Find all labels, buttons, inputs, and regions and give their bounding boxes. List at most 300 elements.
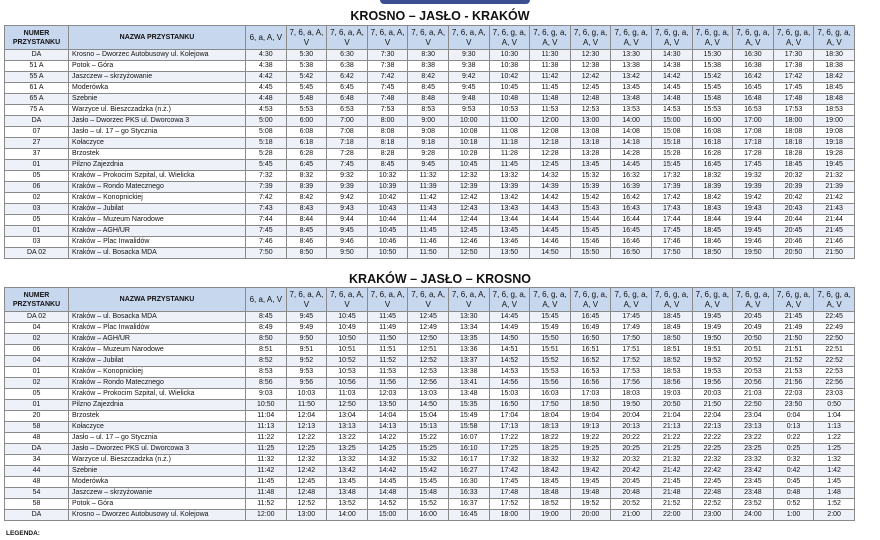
- departure-time: 8:49: [246, 323, 287, 334]
- timetable-krakow-krosno: [4, 287, 855, 521]
- departure-time: 18:28: [773, 149, 814, 160]
- departure-time: 18:52: [530, 499, 571, 510]
- table-row: [5, 105, 855, 116]
- stop-name: Kraków – Prokocim Szpital, ul. Wielicka: [69, 171, 246, 182]
- table-row: [5, 345, 855, 356]
- departure-time: 15:45: [570, 226, 611, 237]
- departure-time: 15:45: [530, 312, 571, 323]
- departure-time: 21:44: [814, 215, 855, 226]
- departure-time: 15:00: [367, 510, 408, 521]
- departure-time: 21:13: [651, 422, 692, 433]
- departure-time: 8:42: [286, 193, 327, 204]
- departure-time: 19:48: [570, 488, 611, 499]
- departure-time: 11:39: [408, 182, 449, 193]
- departure-time: 10:50: [367, 248, 408, 259]
- table-row: [5, 61, 855, 72]
- stop-number: 27: [5, 138, 69, 149]
- departure-time: 19:45: [814, 160, 855, 171]
- departure-time: 19:45: [733, 226, 774, 237]
- stop-number: 65 A: [5, 94, 69, 105]
- departure-time: 15:18: [651, 138, 692, 149]
- departure-time: 10:51: [327, 345, 368, 356]
- departure-time: 20:48: [611, 488, 652, 499]
- departure-time: 7:53: [367, 105, 408, 116]
- departure-time: 18:22: [530, 433, 571, 444]
- stop-name: Brzostek: [69, 149, 246, 160]
- departure-time: 13:00: [286, 510, 327, 521]
- departure-time: 14:32: [367, 455, 408, 466]
- stop-name: Potok – Góra: [69, 499, 246, 510]
- departure-time: 4:48: [246, 94, 287, 105]
- departure-time: 9:42: [448, 72, 489, 83]
- departure-time: 17:52: [611, 356, 652, 367]
- departure-time: 7:48: [367, 94, 408, 105]
- departure-time: 19:32: [733, 171, 774, 182]
- departure-time: 8:32: [286, 171, 327, 182]
- departure-time: 15:53: [530, 367, 571, 378]
- departure-time: 9:08: [408, 127, 449, 138]
- departure-time: 7:42: [367, 72, 408, 83]
- stop-number: 55 A: [5, 72, 69, 83]
- departure-time: 15:48: [692, 94, 733, 105]
- table-row: [5, 138, 855, 149]
- departure-time: 22:22: [692, 433, 733, 444]
- departure-time: 10:28: [448, 149, 489, 160]
- departure-time: 13:03: [408, 389, 449, 400]
- departure-time: 19:52: [570, 499, 611, 510]
- departure-time: 10:52: [327, 356, 368, 367]
- departure-time: 14:32: [530, 171, 571, 182]
- stop-name: Krosno – Dworzec Autobusowy ul. Kolejowa: [69, 50, 246, 61]
- departure-time: 15:42: [570, 193, 611, 204]
- departure-time: 10:44: [367, 215, 408, 226]
- stop-number: 04: [5, 323, 69, 334]
- departure-time: 13:28: [570, 149, 611, 160]
- departure-time: 7:42: [246, 193, 287, 204]
- departure-time: 18:50: [692, 248, 733, 259]
- departure-time: 7:18: [327, 138, 368, 149]
- departure-time: 18:32: [692, 171, 733, 182]
- departure-time: 1:48: [814, 488, 855, 499]
- header-departure-code: 7, 6, a, A, V: [448, 288, 489, 312]
- departure-time: 8:39: [286, 182, 327, 193]
- departure-time: 12:45: [530, 160, 571, 171]
- departure-time: 7:08: [327, 127, 368, 138]
- departure-time: 13:13: [327, 422, 368, 433]
- departure-time: 15:45: [408, 477, 449, 488]
- departure-time: 4:42: [246, 72, 287, 83]
- departure-time: 14:51: [489, 345, 530, 356]
- departure-time: 16:45: [692, 160, 733, 171]
- departure-time: 5:42: [286, 72, 327, 83]
- departure-time: 15:03: [489, 389, 530, 400]
- table-row: [5, 215, 855, 226]
- table-row: [5, 226, 855, 237]
- departure-time: 21:32: [651, 455, 692, 466]
- departure-time: 16:37: [448, 499, 489, 510]
- stop-name: Kraków – Plac Inwalidów: [69, 237, 246, 248]
- departure-time: 1:45: [814, 477, 855, 488]
- departure-time: 0:50: [814, 400, 855, 411]
- stop-number: DA: [5, 116, 69, 127]
- departure-time: 16:50: [489, 400, 530, 411]
- stop-name: Kraków – Jubilat: [69, 356, 246, 367]
- departure-time: 20:50: [733, 334, 774, 345]
- departure-time: 13:39: [489, 182, 530, 193]
- table-row: [5, 422, 855, 433]
- header-departure-code: 7, 6, g, a, A, V: [733, 288, 774, 312]
- departure-time: 10:45: [327, 312, 368, 323]
- departure-time: 18:43: [692, 204, 733, 215]
- departure-time: 15:38: [692, 61, 733, 72]
- stop-name: Kraków – Rondo Matecznego: [69, 182, 246, 193]
- departure-time: 20:04: [611, 411, 652, 422]
- departure-time: 12:45: [448, 226, 489, 237]
- departure-time: 6:45: [327, 83, 368, 94]
- departure-time: 9:39: [327, 182, 368, 193]
- stop-name: Krosno – Dworzec Autobusowy ul. Kolejowa: [69, 510, 246, 521]
- departure-time: 16:00: [692, 116, 733, 127]
- departure-time: 15:46: [570, 237, 611, 248]
- departure-time: 9:32: [327, 171, 368, 182]
- table-row: [5, 411, 855, 422]
- header-departure-code: 7, 6, g, a, A, V: [692, 26, 733, 50]
- departure-time: 16:42: [733, 72, 774, 83]
- departure-time: 7:50: [246, 248, 287, 259]
- departure-time: 8:28: [367, 149, 408, 160]
- departure-time: 22:45: [814, 312, 855, 323]
- departure-time: 18:04: [530, 411, 571, 422]
- departure-time: 12:00: [530, 116, 571, 127]
- table-row: [5, 356, 855, 367]
- departure-time: 9:38: [448, 61, 489, 72]
- stop-number: 01: [5, 226, 69, 237]
- stop-number: 61 A: [5, 83, 69, 94]
- departure-time: 5:38: [286, 61, 327, 72]
- departure-time: 10:56: [327, 378, 368, 389]
- departure-time: 12:50: [327, 400, 368, 411]
- departure-time: 6:08: [286, 127, 327, 138]
- departure-time: 13:08: [570, 127, 611, 138]
- departure-time: 14:22: [367, 433, 408, 444]
- departure-time: 12:22: [286, 433, 327, 444]
- departure-time: 16:45: [611, 226, 652, 237]
- departure-time: 18:18: [773, 138, 814, 149]
- departure-time: 16:52: [570, 356, 611, 367]
- departure-time: 21:43: [814, 204, 855, 215]
- departure-time: 16:10: [448, 444, 489, 455]
- departure-time: 7:00: [327, 116, 368, 127]
- departure-time: 22:00: [651, 510, 692, 521]
- table-row: [5, 389, 855, 400]
- departure-time: 15:13: [408, 422, 449, 433]
- departure-time: 14:44: [530, 215, 571, 226]
- departure-time: 13:35: [448, 334, 489, 345]
- departure-time: 11:52: [246, 499, 287, 510]
- departure-time: 22:48: [692, 488, 733, 499]
- departure-time: 17:42: [773, 72, 814, 83]
- departure-time: 21:46: [814, 237, 855, 248]
- departure-time: 11:45: [408, 226, 449, 237]
- departure-time: 21:03: [733, 389, 774, 400]
- departure-time: 13:30: [611, 50, 652, 61]
- departure-time: 21:42: [814, 193, 855, 204]
- departure-time: 19:08: [814, 127, 855, 138]
- header-departure-code: 7, 6, a, A, V: [286, 288, 327, 312]
- departure-time: 6:45: [286, 160, 327, 171]
- departure-time: 13:48: [448, 389, 489, 400]
- departure-time: 11:48: [246, 488, 287, 499]
- table-row: [5, 378, 855, 389]
- departure-time: 15:49: [530, 323, 571, 334]
- departure-time: 13:50: [367, 400, 408, 411]
- departure-time: 10:50: [327, 334, 368, 345]
- stop-name: Szebnie: [69, 466, 246, 477]
- departure-time: 13:48: [327, 488, 368, 499]
- departure-time: 9:28: [408, 149, 449, 160]
- departure-time: 14:48: [651, 94, 692, 105]
- departure-time: 20:00: [570, 510, 611, 521]
- departure-time: 11:13: [246, 422, 287, 433]
- departure-time: 7:45: [246, 226, 287, 237]
- departure-time: 14:50: [530, 248, 571, 259]
- header-departure-code: 7, 6, a, A, V: [367, 288, 408, 312]
- departure-time: 13:45: [327, 477, 368, 488]
- departure-time: 21:04: [651, 411, 692, 422]
- departure-time: 14:08: [611, 127, 652, 138]
- departure-time: 7:38: [367, 61, 408, 72]
- departure-time: 17:53: [611, 367, 652, 378]
- departure-time: 20:52: [611, 499, 652, 510]
- header-departure-code: 6, a, A, V: [246, 288, 287, 312]
- stop-name: Kraków – Rondo Matecznego: [69, 378, 246, 389]
- departure-time: 17:45: [489, 477, 530, 488]
- departure-time: 21:52: [651, 499, 692, 510]
- stop-name: Jasło – Dworzec PKS ul. Dworcowa 3: [69, 116, 246, 127]
- departure-time: 19:45: [692, 312, 733, 323]
- table-row: [5, 323, 855, 334]
- departure-time: 1:22: [814, 433, 855, 444]
- departure-time: 19:43: [733, 204, 774, 215]
- departure-time: 13:46: [489, 237, 530, 248]
- stop-name: Jasło – ul. 17 – go Stycznia: [69, 127, 246, 138]
- header-departure-code: 7, 6, g, a, A, V: [530, 26, 571, 50]
- departure-time: 9:45: [408, 160, 449, 171]
- stop-number: 58: [5, 499, 69, 510]
- stop-number: 37: [5, 149, 69, 160]
- header-departure-code: 7, 6, a, A, V: [286, 26, 327, 50]
- departure-time: 11:42: [246, 466, 287, 477]
- departure-time: 10:48: [489, 94, 530, 105]
- departure-time: 11:44: [408, 215, 449, 226]
- departure-time: 11:04: [246, 411, 287, 422]
- departure-time: 14:42: [651, 72, 692, 83]
- departure-time: 16:51: [570, 345, 611, 356]
- departure-time: 22:51: [814, 345, 855, 356]
- stop-name: Kraków – AGH/UR: [69, 334, 246, 345]
- departure-time: 17:32: [651, 171, 692, 182]
- header-stop-number: NUMER PRZYSTANKU: [5, 26, 69, 50]
- table-row: [5, 83, 855, 94]
- departure-time: 8:53: [408, 105, 449, 116]
- departure-time: 18:38: [814, 61, 855, 72]
- departure-time: 19:04: [570, 411, 611, 422]
- departure-time: 12:50: [448, 248, 489, 259]
- stop-name: Potok – Góra: [69, 61, 246, 72]
- departure-time: 15:42: [692, 72, 733, 83]
- departure-time: 8:38: [408, 61, 449, 72]
- departure-time: 14:25: [367, 444, 408, 455]
- departure-time: 19:00: [530, 510, 571, 521]
- departure-time: 17:18: [733, 138, 774, 149]
- departure-time: 0:22: [773, 433, 814, 444]
- departure-time: 0:45: [773, 477, 814, 488]
- departure-time: 14:00: [611, 116, 652, 127]
- departure-time: 13:04: [327, 411, 368, 422]
- departure-time: 9:45: [448, 83, 489, 94]
- departure-time: 10:46: [367, 237, 408, 248]
- departure-time: 7:44: [246, 215, 287, 226]
- departure-time: 13:32: [327, 455, 368, 466]
- departure-time: 9:56: [286, 378, 327, 389]
- table-row: [5, 127, 855, 138]
- departure-time: 20:45: [773, 226, 814, 237]
- table-row: [5, 116, 855, 127]
- departure-time: 19:50: [692, 334, 733, 345]
- departure-time: 12:52: [408, 356, 449, 367]
- departure-time: 21:45: [773, 312, 814, 323]
- departure-time: 15:58: [448, 422, 489, 433]
- departure-time: 11:45: [530, 83, 571, 94]
- departure-time: 13:42: [327, 466, 368, 477]
- departure-time: 18:52: [651, 356, 692, 367]
- departure-time: 17:45: [733, 160, 774, 171]
- departure-time: 17:42: [651, 193, 692, 204]
- departure-time: 14:49: [489, 323, 530, 334]
- departure-time: 17:50: [651, 248, 692, 259]
- stop-name: Jaszczew – skrzyżowanie: [69, 488, 246, 499]
- departure-time: 11:38: [530, 61, 571, 72]
- stop-name: Jasło – Dworzec PKS ul. Dworcowa 3: [69, 444, 246, 455]
- departure-time: 14:18: [611, 138, 652, 149]
- departure-time: 7:30: [367, 50, 408, 61]
- departure-time: 18:53: [814, 105, 855, 116]
- header-departure-code: 7, 6, a, A, V: [408, 288, 449, 312]
- departure-time: 8:08: [367, 127, 408, 138]
- departure-time: 17:22: [489, 433, 530, 444]
- departure-time: 8:18: [367, 138, 408, 149]
- departure-time: 9:43: [327, 204, 368, 215]
- departure-time: 17:08: [733, 127, 774, 138]
- table-row: [5, 182, 855, 193]
- table-row: [5, 248, 855, 259]
- header-departure-code: 7, 6, g, a, A, V: [773, 26, 814, 50]
- table-row: [5, 237, 855, 248]
- departure-time: 18:45: [530, 477, 571, 488]
- departure-time: 6:30: [327, 50, 368, 61]
- stop-name: Warzyce ul. Bieszczadzka (n.ż.): [69, 455, 246, 466]
- stop-number: 05: [5, 389, 69, 400]
- departure-time: 14:04: [367, 411, 408, 422]
- departure-time: 12:42: [286, 466, 327, 477]
- departure-time: 19:51: [692, 345, 733, 356]
- departure-time: 11:25: [246, 444, 287, 455]
- header-stop-name: NAZWA PRZYSTANKU: [69, 288, 246, 312]
- table-row: [5, 499, 855, 510]
- departure-time: 15:43: [570, 204, 611, 215]
- departure-time: 12:32: [448, 171, 489, 182]
- stop-name: Jasło – ul. 17 – go Stycznia: [69, 433, 246, 444]
- departure-time: 13:42: [489, 193, 530, 204]
- stop-number: 06: [5, 345, 69, 356]
- departure-time: 13:22: [327, 433, 368, 444]
- departure-time: 18:51: [651, 345, 692, 356]
- header-departure-code: 7, 6, g, a, A, V: [773, 288, 814, 312]
- stop-name: Kraków – ul. Bosacka MDA: [69, 312, 246, 323]
- departure-time: 20:25: [611, 444, 652, 455]
- departure-time: 20:44: [773, 215, 814, 226]
- departure-time: 16:03: [530, 389, 571, 400]
- departure-time: 9:53: [448, 105, 489, 116]
- departure-time: 18:32: [530, 455, 571, 466]
- departure-time: 23:45: [733, 477, 774, 488]
- departure-time: 13:45: [611, 83, 652, 94]
- departure-time: 9:03: [246, 389, 287, 400]
- departure-time: 14:56: [489, 378, 530, 389]
- departure-time: 23:32: [733, 455, 774, 466]
- stop-number: 48: [5, 477, 69, 488]
- departure-time: 18:00: [489, 510, 530, 521]
- departure-time: 22:25: [692, 444, 733, 455]
- departure-time: 20:32: [611, 455, 652, 466]
- departure-time: 13:30: [448, 312, 489, 323]
- departure-time: 19:13: [570, 422, 611, 433]
- departure-time: 12:30: [570, 50, 611, 61]
- departure-time: 17:28: [733, 149, 774, 160]
- departure-time: 4:53: [246, 105, 287, 116]
- departure-time: 11:48: [530, 94, 571, 105]
- stop-number: 05: [5, 215, 69, 226]
- departure-time: 10:00: [448, 116, 489, 127]
- departure-time: 15:32: [570, 171, 611, 182]
- departure-time: 12:53: [408, 367, 449, 378]
- departure-time: 19:42: [733, 193, 774, 204]
- header-departure-code: 7, 6, g, a, A, V: [570, 288, 611, 312]
- departure-time: 12:51: [408, 345, 449, 356]
- departure-time: 23:04: [733, 411, 774, 422]
- departure-time: 4:38: [246, 61, 287, 72]
- stop-number: DA 02: [5, 248, 69, 259]
- stop-number: 07: [5, 127, 69, 138]
- departure-time: 21:50: [814, 248, 855, 259]
- departure-time: 8:46: [286, 237, 327, 248]
- departure-time: 15:42: [408, 466, 449, 477]
- departure-time: 8:51: [246, 345, 287, 356]
- departure-time: 11:53: [530, 105, 571, 116]
- stop-number: 44: [5, 466, 69, 477]
- departure-time: 13:52: [327, 499, 368, 510]
- departure-time: 20:42: [773, 193, 814, 204]
- departure-time: 21:25: [651, 444, 692, 455]
- departure-time: 17:53: [773, 105, 814, 116]
- departure-time: 13:38: [448, 367, 489, 378]
- departure-time: 6:48: [327, 94, 368, 105]
- departure-time: 18:42: [530, 466, 571, 477]
- departure-time: 19:46: [733, 237, 774, 248]
- departure-time: 11:45: [367, 312, 408, 323]
- departure-time: 18:46: [692, 237, 733, 248]
- departure-time: 16:48: [733, 94, 774, 105]
